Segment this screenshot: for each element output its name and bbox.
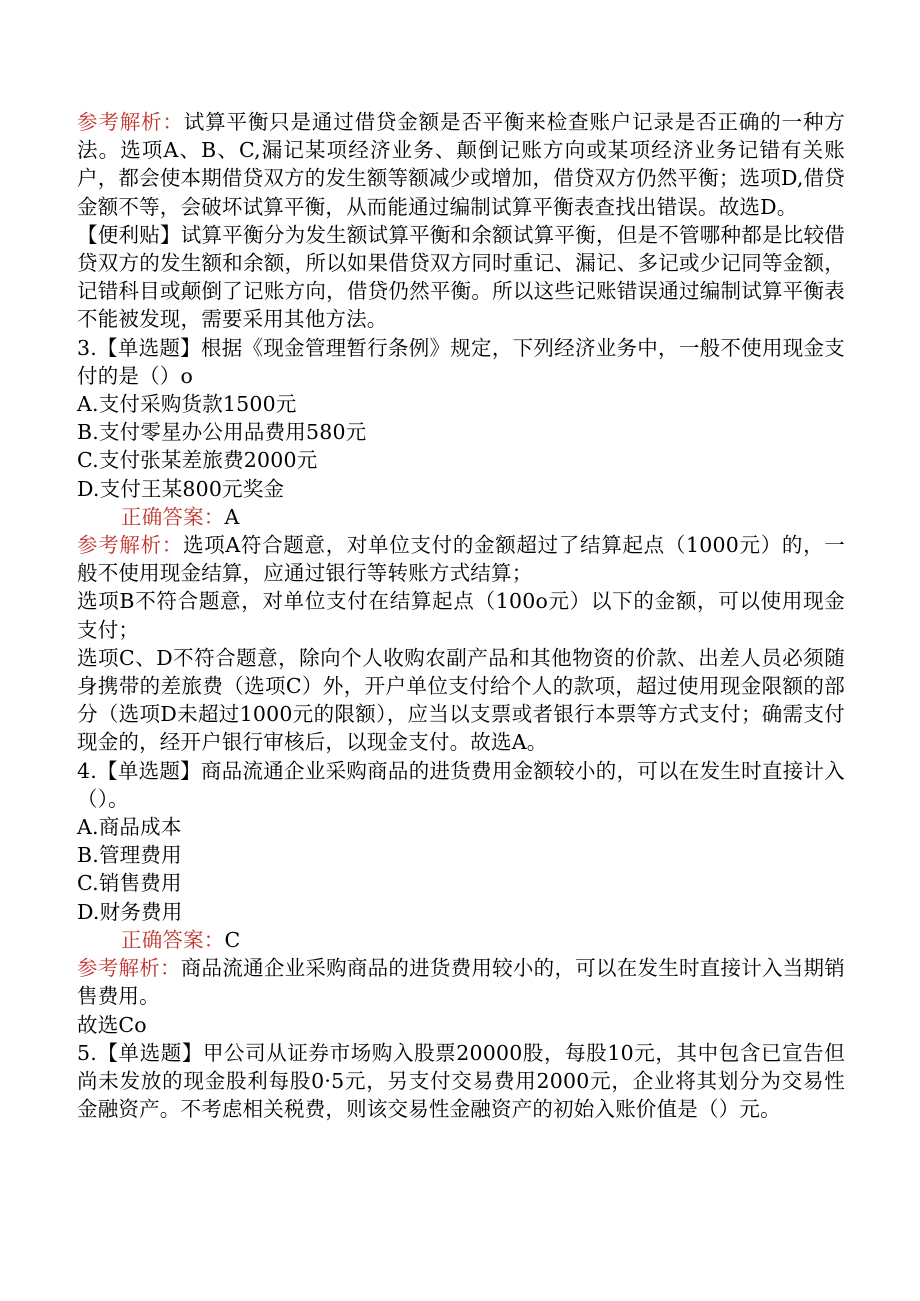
analysis-text: 选项A符合题意，对单位支付的金额超过了结算起点（1000元）的，一般不使用现金结算，应通过银行等转账方式结算；	[77, 533, 846, 586]
q3-stem: 3.【单选题】根据《现金管理暂行条例》规定，下列经济业务中，一般不使用现金支付的是（）o	[77, 335, 845, 388]
document-page	[77, 108, 845, 1123]
q5-stem: 5.【单选题】甲公司从证券市场购入股票20000股，每股10元，其中包含已宣告但尚未发放的现金股利每股0·5元，另支付交易费用2000元，企业将其划分为交易性金融资产。不考虑相关税费，则该交易性金融资产的初始入账价值是（）元。	[77, 1040, 845, 1122]
analysis-text: 商品流通企业采购商品的进货费用较小的，可以在发生时直接计入当期销售费用。	[77, 956, 845, 1009]
answer-label: 正确答案：	[121, 504, 225, 529]
answer-value: A	[224, 504, 240, 529]
q4-answer	[77, 926, 845, 954]
analysis-label: 参考解析：	[77, 956, 181, 981]
analysis-label: 参考解析：	[77, 533, 183, 558]
analysis-label: 参考解析：	[77, 110, 184, 134]
q2-tip: 【便利贴】试算平衡分为发生额试算平衡和余额试算平衡，但是不管哪种都是比较借贷双方的发生额和余额，所以如果借贷双方同时重记、漏记、多记或少记同等金额，记错科目或颠倒了记账方向，借贷仍然平衡。所以这些记账错误通过编制试算平衡表不能被发现，需要采用其他方法。	[77, 222, 845, 332]
q4-option-b: B.管理费用	[77, 843, 182, 868]
q4-stem: 4.【单选题】商品流通企业采购商品的进货费用金额较小的，可以在发生时直接计入（）。	[77, 758, 845, 811]
q4-analysis	[77, 954, 845, 1010]
answer-label: 正确答案：	[121, 927, 225, 952]
q2-analysis	[77, 108, 845, 221]
q4-option-a: A.商品成本	[77, 815, 182, 840]
q4-conclusion: 故选Co	[77, 1012, 147, 1037]
analysis-text: 试算平衡只是通过借贷金额是否平衡来检查账户记录是否正确的一种方法。选项A、B、C,漏记某项经济业务、颠倒记账方向或某项经济业务记错有关账户，都会使本期借贷双方的发生额等额减少或增加，借贷双方仍然平衡；选项D,借贷金额不等，会破坏试算平衡，从而能通过编制试算平衡表查找出错误。故选D。	[77, 110, 846, 219]
q3-answer	[77, 503, 845, 531]
answer-value: C	[224, 927, 241, 952]
q4-option-c: C.销售费用	[77, 871, 182, 896]
q3-option-d: D.支付王某800元奖金	[77, 476, 285, 501]
q3-analysis-2: 选项B不符合题意，对单位支付在结算起点（100o元）以下的金额，可以使用现金支付；	[77, 589, 845, 642]
q3-analysis-1	[77, 531, 845, 587]
q3-analysis-3: 选项C、D不符合题意，除向个人收购农副产品和其他物资的价款、出差人员必须随身携带的差旅费（选项C）外，开户单位支付给个人的款项，超过使用现金限额的部分（选项D未超过1000元的限额），应当以支票或者银行本票等方式支付；确需支付现金的，经开户银行审核后，以现金支付。故选A。	[77, 645, 845, 755]
q3-option-a: A.支付采购货款1500元	[77, 392, 297, 417]
q3-option-c: C.支付张某差旅费2000元	[77, 448, 318, 473]
q4-option-d: D.财务费用	[77, 899, 183, 924]
q3-option-b: B.支付零星办公用品费用580元	[77, 420, 367, 445]
